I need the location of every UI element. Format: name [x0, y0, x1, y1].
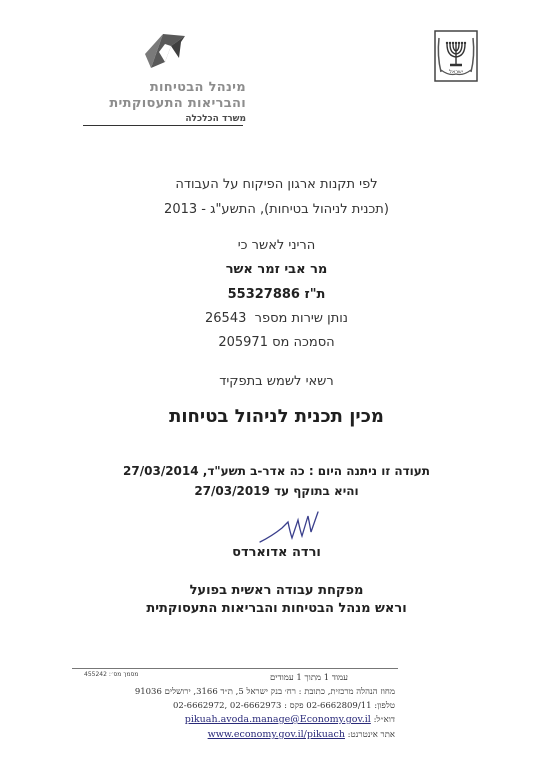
triangle-logo-icon: [141, 28, 189, 76]
signatory-name: ורדה אדוארדס: [232, 545, 321, 560]
org-name-line1: מינהל הבטיחות: [149, 80, 246, 95]
service-label: נותן שירות מספר: [254, 311, 348, 326]
page-info: עמוד 1 מתוך 1 עמודים: [269, 673, 348, 683]
license-number: 205971: [218, 335, 268, 350]
role-title: מכין תכנית לניהול בטיחות: [169, 406, 384, 427]
fax-label: פקס :: [284, 701, 304, 711]
menorah-emblem-icon: [434, 30, 478, 82]
license-label: הסמכה מס: [272, 335, 335, 350]
org-name-line2: והבריאות התעסוקתית: [109, 96, 246, 111]
regulation-line: לפי תקנות ארגון הפיקוח על העבודה: [175, 177, 378, 192]
office-address: מחוז הנהלה מרכזית, כתובת : רח׳ בנק ישראל 5, ת״ד 3166, ירושלים 91036: [134, 687, 395, 697]
email-line: [185, 714, 395, 725]
website-link[interactable]: www.economy.gov.il/pikuach: [207, 729, 345, 740]
website-line: [208, 729, 395, 740]
phone-value: 02-6662809/11: [306, 701, 372, 711]
holder-name: מר אבי זמר אשר: [225, 262, 328, 277]
license-line: [0, 335, 553, 350]
signatory-title-2: וראש מנהל הבטיחות והבריאות התעסוקתית: [146, 601, 407, 616]
footer-divider: [72, 668, 398, 669]
id-label: ת"ז: [304, 287, 326, 302]
id-line: [0, 287, 553, 302]
valid-date: 27/03/2019: [194, 484, 270, 498]
website-label: אתר אינטרנט:: [347, 730, 395, 740]
phone-label: טלפון:: [374, 701, 395, 711]
issued-date: 27/03/2014: [123, 464, 199, 478]
email-label: דוא״ל:: [373, 715, 395, 725]
ministry-name: משרד הכלכלה: [185, 114, 246, 124]
doc-number-label: מסמך מס׳:: [108, 671, 139, 678]
certify-line: הריני לאשר כי: [237, 238, 316, 253]
issued-line: [0, 464, 553, 478]
service-line: [0, 311, 553, 326]
document-number: [84, 671, 139, 678]
service-number: 26543: [205, 311, 247, 326]
regulation-subline: (תכנית לניהול בטיחות), התשע"ג - 2013: [164, 202, 389, 217]
doc-number-value: 455242: [84, 671, 107, 678]
signatory-title-1: מפקחת עבודה ראשית בפועל: [189, 583, 364, 598]
emblem-caption: ישראל: [449, 69, 463, 75]
handwritten-signature: [258, 508, 328, 544]
valid-label: והיא בתוקף עד: [274, 484, 359, 498]
valid-line: [0, 484, 553, 498]
id-number: 55327886: [227, 287, 300, 302]
authorized-line: רשאי לשמש בתפקיד: [219, 374, 334, 389]
header-divider: [83, 125, 243, 126]
contact-phones: [173, 700, 395, 711]
fax-value: 02-6662972, 02-6662973: [172, 701, 282, 711]
issued-label: תעודה זו ניתנה היום : כה אדר-ב תשע"ד,: [202, 464, 430, 478]
email-link[interactable]: pikuah.avoda.manage@Economy.gov.il: [184, 714, 371, 725]
